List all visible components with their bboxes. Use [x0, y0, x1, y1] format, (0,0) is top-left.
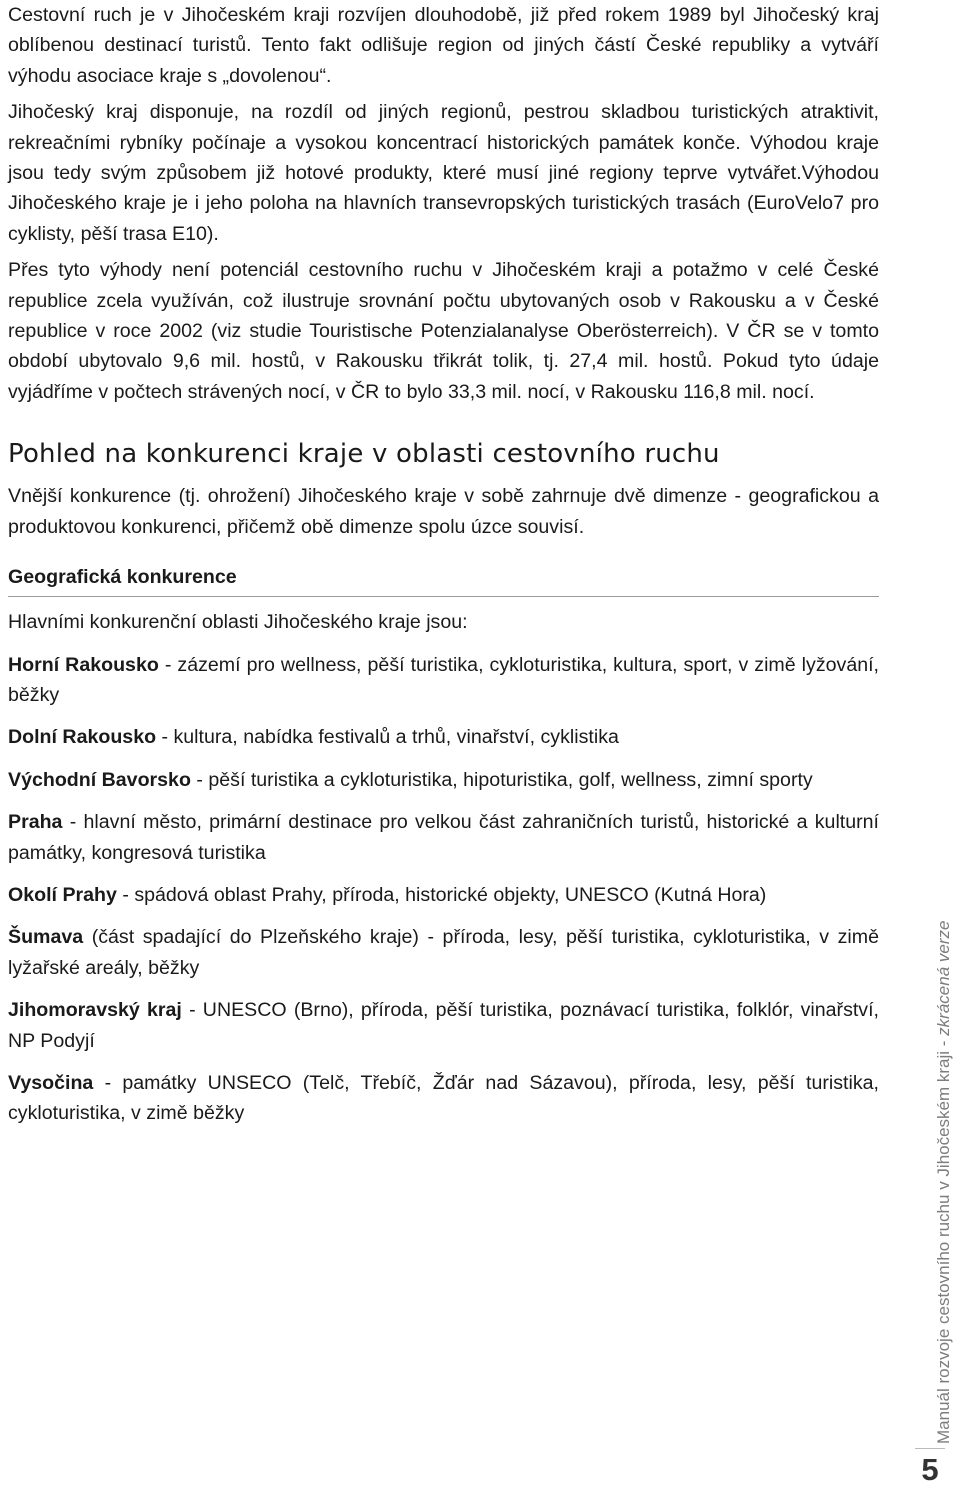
region-name: Praha [8, 811, 63, 834]
list-item [8, 995, 879, 1056]
list-item [8, 722, 879, 752]
competitor-list [8, 650, 879, 1129]
subsection-heading: Geografická konkurence [8, 562, 879, 597]
list-item [8, 765, 879, 795]
paragraph-potential: Přes tyto výhody není potenciál cestovního ruchu v Jihočeském kraji a potažmo v celé České republice zcela využíván, což ilustruje srovnání počtu ubytovaných osob v Rakousku a v České republice v roce 2002 (viz studie Touristische Potenzialanalyse Oberösterreich). V ČR se v tomto období ubytovalo 9,6 mil. hostů, v Rakousku třikrát tolik, tj. 27,4 mil. hostů. Pokud tyto údaje vyjádříme v počtech strávených nocí, v ČR to bylo 33,3 mil. nocí, v Rakousku 116,8 mil. nocí. [8, 259, 879, 403]
list-item [8, 650, 879, 711]
list-item [8, 1068, 879, 1129]
region-description: - UNESCO (Brno), příroda, pěší turistika, poznávací turistika, folklór, vinařství, NP Podyjí [8, 999, 879, 1052]
list-item [8, 807, 879, 868]
region-name: Východní Bavorsko [8, 768, 191, 791]
list-item [8, 922, 879, 983]
page-number-rule [915, 1448, 945, 1449]
sidebar-title-text: Manuál rozvoje cestovního ruchu v Jihočeském kraji - [934, 1035, 953, 1444]
region-description: - zázemí pro wellness, pěší turistika, cykloturistika, kultura, sport, v zimě lyžování, běžky [8, 653, 879, 706]
section-heading: Pohled na konkurenci kraje v oblasti cestovního ruchu [8, 439, 720, 470]
region-description: - kultura, nabídka festivalů a trhů, vinařství, cyklistika [156, 726, 619, 749]
region-description: - památky UNSECO (Telč, Třebíč, Žďár nad Sázavou), příroda, lesy, pěší turistika, cykloturistika, v zimě běžky [8, 1071, 879, 1125]
subsection-lead: Hlavními konkurenční oblasti Jihočeského kraje jsou: [8, 611, 468, 634]
region-name: Horní Rakousko [8, 653, 159, 676]
section-intro: Vnější konkurence (tj. ohrožení) Jihočeského kraje v sobě zahrnuje dvě dimenze - geografickou a produktovou konkurenci, přičemž obě dimenze spolu úzce souvisí. [8, 485, 879, 538]
paragraph-attractions: Jihočeský kraj disponuje, na rozdíl od jiných regionů, pestrou skladbou turistických atraktivit, rekreačními rybníky počínaje a vysokou koncentrací historických památek konče. Výhodou kraje jsou tedy svým způsobem již hotové produkty, které musí jiné regiony teprve vytvářet.Výhodou Jihočeského kraje je i jeho poloha na hlavních transevropských turistických trasách (EuroVelo7 pro cyklisty, pěší trasa E10). [8, 101, 879, 245]
region-description: - pěší turistika a cykloturistika, hipoturistika, golf, wellness, zimní sporty [190, 768, 813, 791]
region-name: Šumava [8, 926, 84, 949]
page-number: 5 [921, 1452, 939, 1487]
paragraph-history: Cestovní ruch je v Jihočeském kraji rozvíjen dlouhodobě, již před rokem 1989 byl Jihočeský kraj oblíbenou destinací turistů. Tento fakt odlišuje region od jiných částí České republiky a vytváří výhodu asociace kraje s „dovolenou“. [8, 4, 879, 87]
region-description: - hlavní město, primární destinace pro velkou část zahraničních turistů, historické a kulturní památky, kongresová turistika [8, 811, 879, 864]
region-description: - spádová oblast Prahy, příroda, historické objekty, UNESCO (Kutná Hora) [116, 883, 767, 906]
region-name: Dolní Rakousko [8, 726, 157, 749]
list-item [8, 880, 879, 910]
sidebar-manual-title [934, 921, 954, 1444]
sidebar-title-italic: zkrácená verze [934, 920, 953, 1036]
region-name: Okolí Prahy [8, 883, 117, 906]
document-page [8, 0, 879, 1141]
region-description: (část spadající do Plzeňského kraje) - příroda, lesy, pěší turistika, cykloturistika, v zimě lyžařské areály, běžky [8, 926, 879, 979]
region-name: Vysočina [8, 1071, 94, 1094]
region-name: Jihomoravský kraj [8, 999, 182, 1022]
